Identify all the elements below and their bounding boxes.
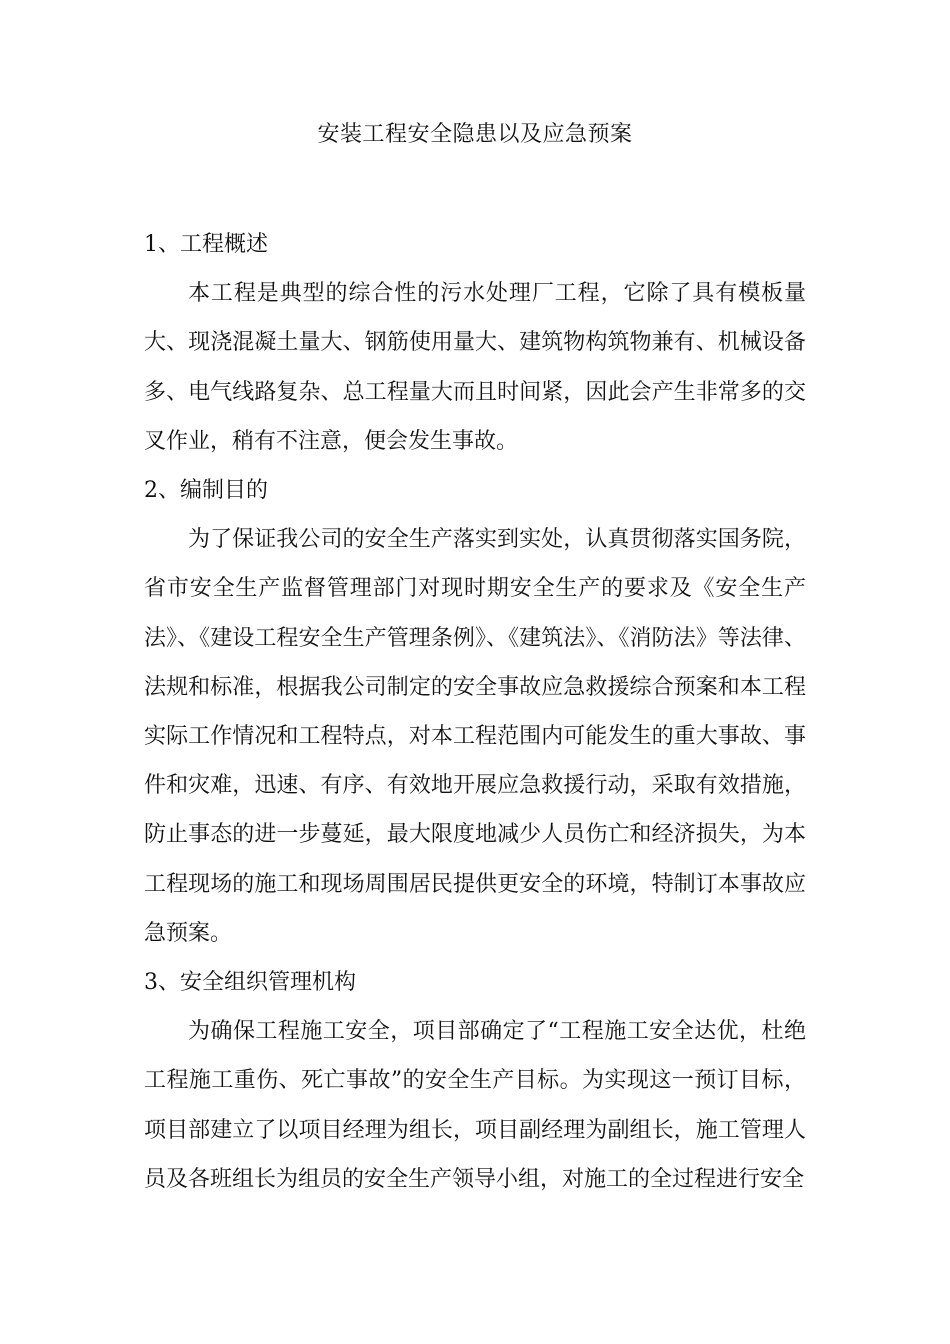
section-heading-overview: 1、工程概述	[144, 232, 268, 257]
section-heading-organization: 3、安全组织管理机构	[144, 970, 356, 996]
section-heading-purpose: 2、编制目的	[144, 478, 268, 504]
section-paragraph-organization: 为确保工程施工安全，项目部确定了“工程施工安全达优，杜绝工程施工重伤、死亡事故”的安全生产目标。为实现这一预订目标，项目部建立了以项目经理为组长，项目副经理为副组长，施工管理人员及各班组长为组员的安全生产领导小组，对施工的全过程进行安全	[144, 1019, 806, 1192]
document-body	[144, 220, 806, 1204]
section-paragraph-purpose: 为了保证我公司的安全生产落实到实处，认真贯彻落实国务院，省市安全生产监督管理部门对现时期安全生产的要求及《安全生产法》、《建设工程安全生产管理条例》、《建筑法》、《消防法》等法律、法规和标准，根据我公司制定的安全事故应急救援综合预案和本工程实际工作情况和工程特点，对本工程范围内可能发生的重大事故、事件和灾难，迅速、有序、有效地开展应急救援行动，采取有效措施，防止事态的进一步蔓延，最大限度地减少人员伤亡和经济损失，为本工程现场的施工和现场周围居民提供更安全的环境，特制订本事故应急预案。	[144, 527, 806, 946]
document-title: 安装工程安全隐患以及应急预案	[317, 122, 633, 147]
section-paragraph-overview: 本工程是典型的综合性的污水处理厂工程，它除了具有模板量大、现浇混凝土量大、钢筋使用量大、建筑物构筑物兼有、机械设备多、电气线路复杂、总工程量大而且时间紧，因此会产生非常多的交叉作业，稍有不注意，便会发生事故。	[144, 281, 806, 454]
